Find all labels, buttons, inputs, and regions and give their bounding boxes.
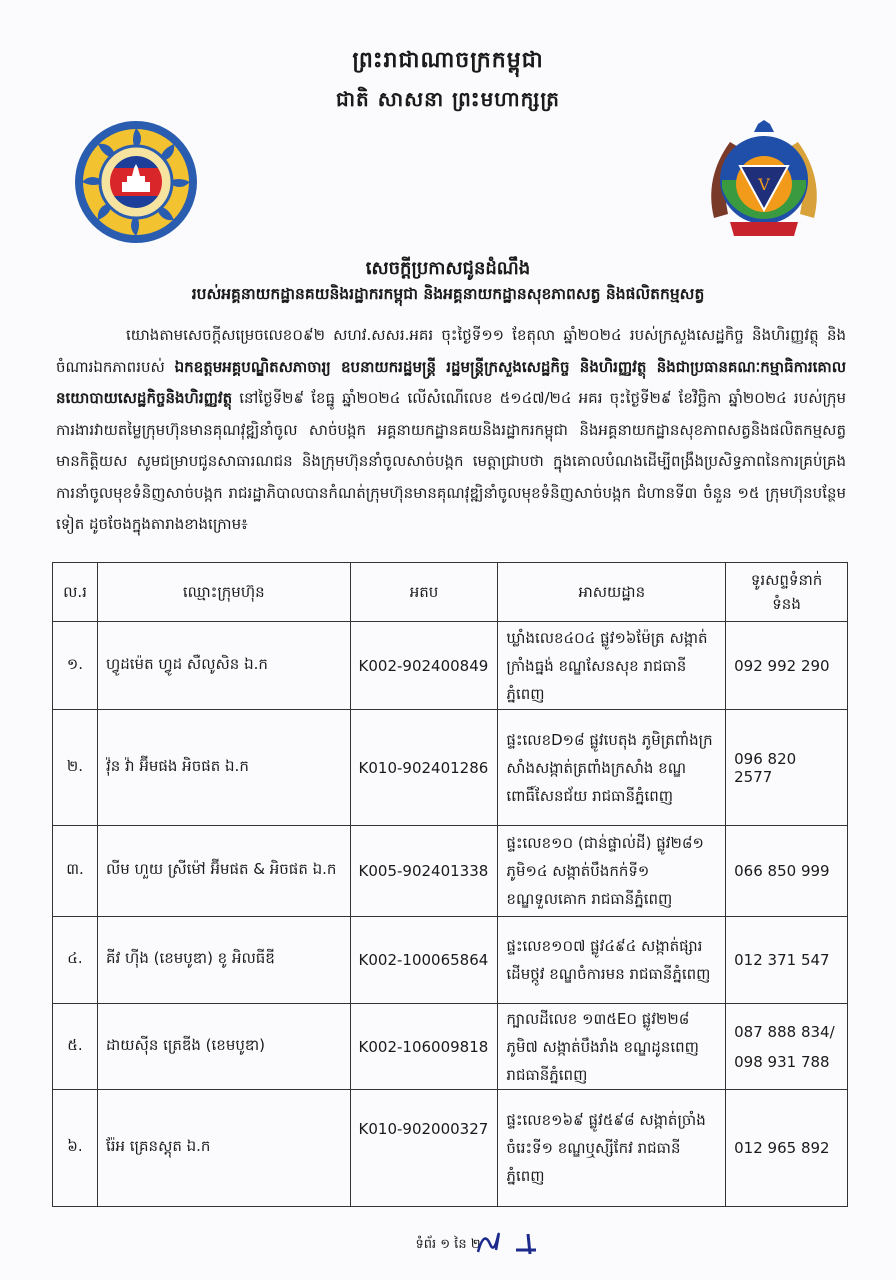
companies-table bbox=[52, 562, 848, 1207]
row-license: K010-902000327 bbox=[350, 1090, 498, 1207]
row-no: ៦. bbox=[53, 1090, 98, 1207]
national-motto: ជាតិ សាសនា ព្រះមហាក្សត្រ bbox=[336, 87, 560, 111]
row-phone: 096 820 2577 bbox=[726, 710, 848, 826]
document-subtitle: របស់អគ្គនាយកដ្ឋានគយនិងរដ្ឋាករកម្ពុជា និងអគ្គនាយកដ្ឋានសុខភាពសត្វ និងផលិតកម្មសត្វ bbox=[191, 285, 705, 303]
row-no: ៥. bbox=[53, 1004, 98, 1090]
row-phone: 087 888 834/ 098 931 788 bbox=[726, 1004, 848, 1090]
row-company-name: ដាយស៊ីន ត្រេឌីង (ខេមបូឌា) bbox=[97, 1004, 350, 1090]
announcement-body bbox=[56, 320, 846, 541]
body-text-bold: ឯកឧត្តមអគ្គបណ្ឌិតសភាចារ្យ ឧបនាយករដ្ឋមន្ត្រី រដ្ឋមន្ត្រីក្រសួងសេដ្ឋកិច្ច និងហិរញ្ញវត្ថុ និងជាប្រធានគណៈកម្មាធិការគោលនយោបាយសេដ្ឋកិច្ចនិងហិរញ្ញវត្ថុ bbox=[56, 357, 846, 407]
row-company-name: វ៉ុន វ៉ា អ៊ីមផង អិចផត ឯ.ក bbox=[97, 710, 350, 826]
row-license: K002-100065864 bbox=[350, 917, 498, 1004]
row-phone: 012 965 892 bbox=[726, 1090, 848, 1207]
header-phone bbox=[726, 563, 848, 622]
customs-emblem-logo bbox=[74, 120, 198, 244]
body-text-part1: យោងតាមសេចក្តីសម្រេចលេខ០៩២ សហវ.សសរ.អគរ ចុះថ្ងៃទី១១ ខែតុលា ឆ្នាំ២០២៤ របស់ក្រសួងសេដ្ឋកិច្ច និងហិរញ្ញវត្ថុ និងចំណារឯកភាពរបស់ bbox=[56, 326, 846, 376]
row-company-name: លីម ហួយ ស្រីម៉ៅ អ៊ីមផត & អិចផត ឯ.ក bbox=[97, 826, 350, 917]
page-number: ទំព័រ ១ នៃ ២ bbox=[415, 1237, 481, 1252]
row-company-name: រ៉ែអ គ្រេនស្តុត ឯ.ក bbox=[97, 1090, 350, 1207]
table-row bbox=[53, 826, 848, 917]
ribbon-icon bbox=[730, 222, 798, 236]
row-company-name: ហ្វូដម៉េត ហ្វូដ សឺលូសិន ឯ.ក bbox=[97, 622, 350, 710]
row-no: ៣. bbox=[53, 826, 98, 917]
header-address: អាសយដ្ឋាន bbox=[498, 563, 726, 622]
body-text-part2: នៅថ្ងៃទី២៩ ខែធ្នូ ឆ្នាំ២០២៤ លើសំណើលេខ ៥១៤៧/២៤ អគរ ចុះថ្ងៃទី២៩ ខែវិច្ឆិកា ឆ្នាំ២០២៤ របស់ក្រុមការងារវាយតម្លៃក្រុមហ៊ុនមានគុណវុឌ្ឍិនាំចូល សាច់បង្កក អគ្គនាយកដ្ឋានគយនិងរដ្ឋាករកម្ពុជា និងអគ្គនាយកដ្ឋានសុខភាពសត្វនិងផលិតកម្មសត្វ មានកិត្តិយស សូមជម្រាបជូនសាធារណជន និងក្រុមហ៊ុននាំចូលសាច់បង្កក មេត្តាជ្រាបថា ក្នុងគោលបំណងដើម្បីពង្រឹងប្រសិទ្ធភាពនៃការគ្រប់គ្រងការនាំចូលមុខទំនិញសាច់បង្កក រាជរដ្ឋាភិបាលបានកំណត់ក្រុមហ៊ុនមានគុណវុឌ្ឍិនាំចូលមុខទំនិញសាច់បង្កក ជំហានទី៣ ចំនួន ១៥ ក្រុមហ៊ុនបន្ថែមទៀត ដូចចែងក្នុងតារាងខាងក្រោម៖ bbox=[56, 389, 846, 533]
row-license: K002-106009818 bbox=[350, 1004, 498, 1090]
kingdom-heading: ព្រះរាជាណាចក្រកម្ពុជា bbox=[352, 47, 544, 73]
header-no: ល.រ bbox=[53, 563, 98, 622]
header-phone-line2: ទំនង bbox=[772, 595, 801, 613]
row-phone: 092 992 290 bbox=[726, 622, 848, 710]
header-license: អតប bbox=[350, 563, 498, 622]
header-company-name: ឈ្មោះក្រុមហ៊ុន bbox=[97, 563, 350, 622]
row-no: ៤. bbox=[53, 917, 98, 1004]
row-address: ផ្ទះលេខD១៨ ផ្លូវបេតុង ភូមិត្រពាំងក្រសាំងសង្កាត់ត្រពាំងក្រសាំង ខណ្ឌពោធិ៍សែនជ័យ រាជធានីភ្នំពេញ bbox=[498, 710, 726, 826]
table-row bbox=[53, 917, 848, 1004]
table-row bbox=[53, 1004, 848, 1090]
temple-icon bbox=[754, 120, 774, 132]
svg-text:V: V bbox=[758, 175, 770, 194]
row-address: ផ្ទះលេខ១០ (ជាន់ផ្ទាល់ដី) ផ្លូវ២៨១ ភូមិ១៤ សង្កាត់បឹងកក់ទី១ ខណ្ឌទួលគោក រាជធានីភ្នំពេញ bbox=[498, 826, 726, 917]
row-address: ផ្ទះលេខ១៦៩ ផ្លូវ៥៩៨ សង្កាត់ច្រាំងចំរេះទី១ ខណ្ឌឬស្សីកែវ រាជធានីភ្នំពេញ bbox=[498, 1090, 726, 1207]
header-phone-line1: ទូរសព្ទទំនាក់ bbox=[750, 571, 823, 589]
row-address: ផ្ទះលេខ១០៧ ផ្លូវ៤៩៤ សង្កាត់ផ្សារដើមថ្កូវ ខណ្ឌចំការមន រាជធានីភ្នំពេញ bbox=[498, 917, 726, 1004]
row-license: K002-902400849 bbox=[350, 622, 498, 710]
row-license: K005-902401338 bbox=[350, 826, 498, 917]
signature-initials-icon bbox=[476, 1224, 546, 1260]
row-phone: 066 850 999 bbox=[726, 826, 848, 917]
table-row bbox=[53, 1090, 848, 1207]
row-no: ២. bbox=[53, 710, 98, 826]
row-phone: 012 371 547 bbox=[726, 917, 848, 1004]
table-header-row bbox=[53, 563, 848, 622]
document-title: សេចក្តីប្រកាសជូនដំណឹង bbox=[365, 258, 531, 279]
row-company-name: គីវ ហ៊ីង (ខេមបូឌា) ខូ អិលធីឌី bbox=[97, 917, 350, 1004]
row-no: ១. bbox=[53, 622, 98, 710]
row-address: ក្បាលដីលេខ ១៣៥E០ ផ្លូវ២២៨ ភូមិ៧ សង្កាត់បឹងរាំង ខណ្ឌដូនពេញ រាជធានីភ្នំពេញ bbox=[498, 1004, 726, 1090]
table-row bbox=[53, 622, 848, 710]
table-row bbox=[53, 710, 848, 826]
animal-health-emblem-logo bbox=[700, 118, 828, 254]
row-license: K010-902401286 bbox=[350, 710, 498, 826]
row-address: ឃ្លាំងលេខ៤០៤ ផ្លូវ១៦ម៉ែត្រ សង្កាត់ក្រាំងធ្នង់ ខណ្ឌសែនសុខ រាជធានីភ្នំពេញ bbox=[498, 622, 726, 710]
